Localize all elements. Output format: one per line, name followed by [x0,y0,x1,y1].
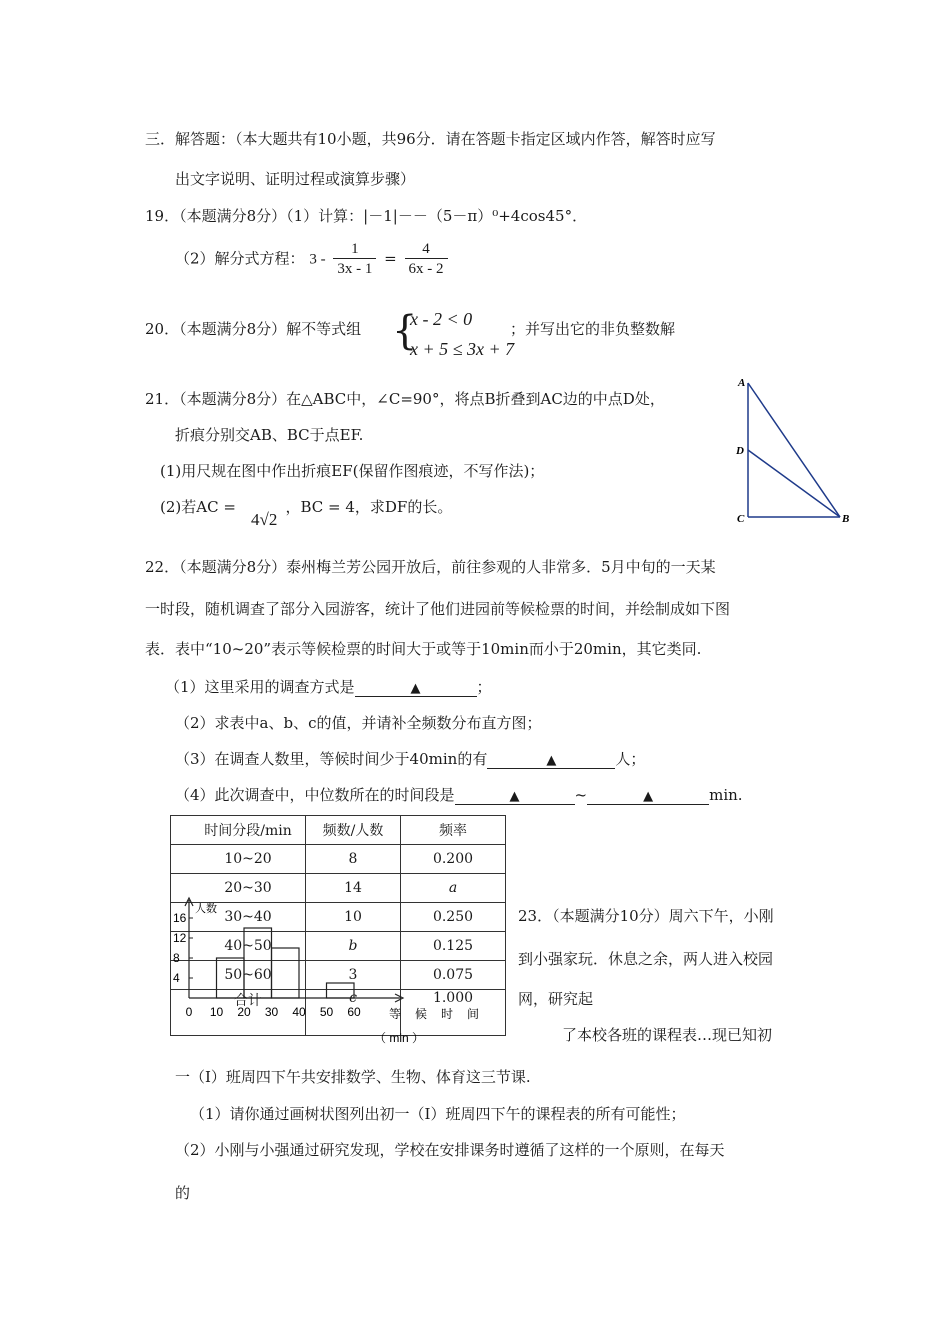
q23-line3: 网，研究起 [518,990,594,1008]
x-axis-label: 等候时间 [389,1007,494,1021]
x-tick-label: 60 [347,1005,361,1019]
q21-line4-a: (2)若AC = [160,498,236,516]
cell: a [401,874,506,903]
q22-sub3-a: （3）在调查人数里，等候时间少于40min的有 [175,750,488,768]
cell: 40~50 [191,932,306,961]
q22-line1: 22．（本题满分8分）泰州梅兰芳公园开放后，前往参观的人非常多．5月中旬的一天某 [145,558,716,576]
q21-sqrt: 4√2 [251,510,278,529]
q21-line3: (1)用尺规在图中作出折痕EF(保留作图痕迹，不写作法)； [160,462,545,480]
col-header-interval: 时间分段/min [191,816,306,845]
blank-marker: ▲ [509,789,520,804]
section-title-cont: 出文字说明、证明过程或演算步骤） [175,170,416,188]
q23-line2: 到小强家玩．休息之余，两人进入校园 [518,950,774,968]
q21-line2: 折痕分别交AB、BC于点EF. [175,426,364,444]
q19-frac2-num: 4 [405,240,448,259]
col-header-rate: 频率 [401,816,506,845]
cell: 0.125 [401,932,506,961]
x-tick-label: 20 [237,1005,251,1019]
x-axis-unit: （ min ） [373,1031,425,1045]
q19-fraction-2 [405,240,448,279]
answer-blank-1[interactable] [355,678,477,697]
cell: 3 [306,961,401,990]
q19-lhs: 3 - [309,251,326,268]
label-c: C [737,513,745,525]
label-d: D [736,445,744,457]
side-ab [748,383,840,517]
q23-line1: 23．（本题满分10分）周六下午，小刚 [518,907,774,925]
y-tick-label: 16 [173,911,187,925]
cell: 0.250 [401,903,506,932]
q20-prefix: 20．（本题满分8分）解不等式组 [145,320,362,338]
q19-frac2-den: 6x - 2 [408,261,444,277]
histogram-bar [244,928,272,998]
q21-line4 [160,496,452,517]
q19-frac1-num: 1 [333,240,376,259]
histogram-bar [272,948,300,998]
cell: 10~20 [191,845,306,874]
answer-blank-4[interactable] [587,786,709,805]
q23-line7: （2）小刚与小强通过研究发现，学校在安排课务时遵循了这样的一个原则，在每天 [175,1141,725,1159]
q22-sub4 [175,784,743,805]
x-tick-label: 30 [264,1005,279,1019]
y-tick-label: 12 [173,931,187,945]
answer-blank-3[interactable] [455,786,575,805]
y-tick-label: 8 [173,951,180,965]
cell: 合计 [191,990,306,1036]
cell: b [306,932,401,961]
blank-marker: ▲ [410,681,421,696]
cell: 14 [306,874,401,903]
segment-db [748,450,840,517]
label-b: B [842,513,850,525]
q22-sub1 [165,676,492,697]
q22-sub3-b: 人； [615,750,646,768]
x-tick-label: 40 [292,1005,306,1019]
answer-blank-2[interactable] [487,750,615,769]
histogram-bar [217,958,245,998]
q22-sub4-a: （4）此次调查中，中位数所在的时间段是 [175,786,455,804]
x-tick-label: 50 [319,1005,334,1019]
q21-line1: 21．（本题满分8分）在△ABC中，∠C=90°，将点B折叠到AC边的中点D处， [145,390,665,408]
q19-line2 [175,240,451,279]
q22-sub1-b: ； [476,678,492,696]
blank-marker: ▲ [546,753,557,768]
cell: 30~40 [191,903,306,932]
q19-eq: = [384,249,397,268]
q19-fraction-1 [333,240,376,279]
q23-line8: 的 [175,1184,191,1202]
brace-icon: { [392,308,418,354]
q20-ineq1: x - 2 < 0 [410,309,473,329]
cell: c [306,990,401,1036]
q23-line5: 一（I）班周四下午共安排数学、生物、体育这三节课. [175,1068,531,1086]
q23-line6: （1）请你通过画树状图列出初一（I）班周四下午的课程表的所有可能性； [190,1105,686,1123]
q22-line3: 表．表中“10~20”表示等候检票的时间大于或等于10min而小于20min，其它类同. [145,640,702,658]
q22-sub2: （2）求表中a、b、c的值，并请补全频数分布直方图； [175,714,542,732]
cell: 1.000 [401,990,506,1036]
q19-line1: 19．（本题满分8分）（1）计算：|－1|－－（5－π）⁰+4cos45°． [145,207,588,225]
q19-frac1-den: 3x - 1 [337,261,373,277]
q19-prefix: （2）解分式方程： [175,249,305,268]
q20-suffix: ；并写出它的非负整数解 [510,320,676,338]
cell: 0.200 [401,845,506,874]
q22-sub1-a: （1）这里采用的调查方式是 [165,678,355,696]
histogram [165,820,505,1055]
triangle-figure [735,372,855,532]
q23-line4: 了本校各班的课程表…现已知初 [562,1026,773,1044]
q22-sub4-tilde: ~ [574,786,588,804]
cell: 8 [306,845,401,874]
label-a: A [738,377,746,389]
cell: 20~30 [191,874,306,903]
col-header-count: 频数/人数 [306,816,401,845]
q22-sub4-b: min. [709,786,743,804]
x-tick-label: 0 [185,1005,193,1019]
blank-marker: ▲ [643,789,654,804]
cell: 0.075 [401,961,506,990]
histogram-bar [327,983,355,998]
section-title: 三．解答题：（本大题共有10小题，共96分．请在答题卡指定区域内作答，解答时应写 [145,130,716,148]
q21-line4-b: ，BC = 4，求DF的长。 [285,498,453,516]
cell: 50~60 [191,961,306,990]
y-axis-label: 人数 [195,902,217,915]
q22-line2: 一时段，随机调查了部分入园游客，统计了他们进园前等候检票的时间，并绘制成如下图 [145,600,731,618]
q22-sub3 [175,748,645,769]
x-tick-label: 10 [209,1005,224,1019]
y-tick-label: 4 [173,971,180,985]
cell: 10 [306,903,401,932]
q20-ineq2: x + 5 ≤ 3x + 7 [410,339,515,359]
